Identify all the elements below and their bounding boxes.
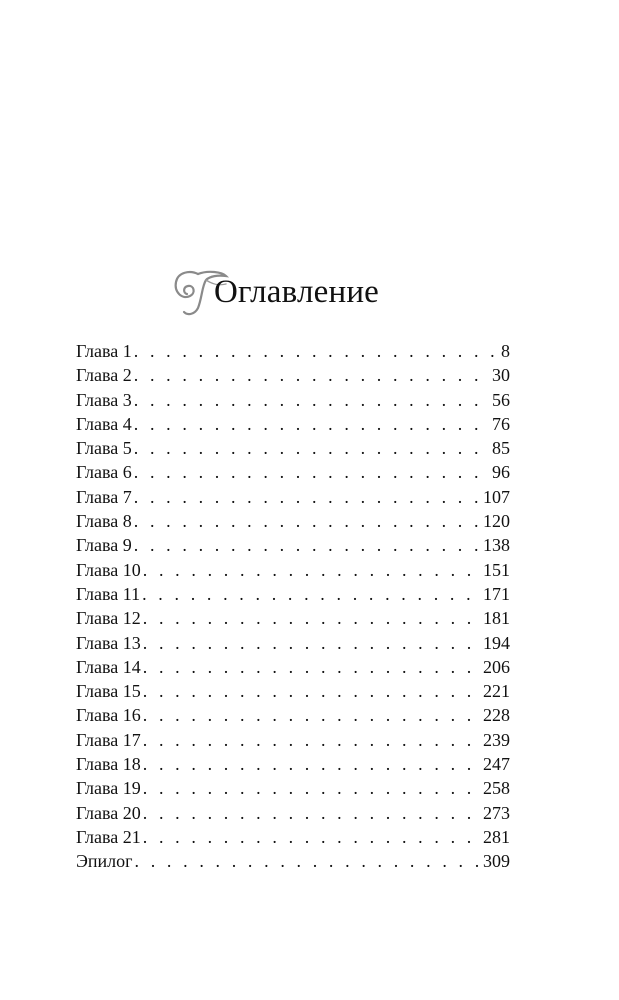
toc-entry-label: Глава 17 <box>76 729 141 750</box>
toc-entry-label: Глава 5 <box>76 438 132 459</box>
toc-entry-page-number: 138 <box>483 535 510 556</box>
toc-entry-label: Глава 11 <box>76 583 141 604</box>
toc-heading <box>168 264 428 324</box>
dot-leader <box>135 849 479 873</box>
toc-entry <box>76 558 510 582</box>
toc-entry-label: Глава 1 <box>76 341 132 361</box>
toc-entry <box>76 776 510 800</box>
toc-entry-label: Глава 20 <box>76 802 141 823</box>
toc-entry-page-number: 247 <box>483 754 510 775</box>
dot-leader <box>143 631 479 655</box>
toc-entry-page-number: 96 <box>492 462 510 483</box>
toc-entry-label: Глава 16 <box>76 705 141 726</box>
toc-entry <box>76 460 510 484</box>
dot-leader <box>143 606 479 630</box>
toc-entry <box>76 631 510 655</box>
toc-entry-label: Глава 2 <box>76 365 132 386</box>
toc-entry-label: Глава 4 <box>76 413 132 434</box>
toc-entry <box>76 533 510 557</box>
toc-entry-page-number: 239 <box>483 729 510 750</box>
toc-entry-page-number: 281 <box>483 826 510 847</box>
dot-leader <box>134 533 479 557</box>
toc-entry-page-number: 76 <box>492 413 510 434</box>
toc-entry-label: Глава 14 <box>76 656 141 677</box>
toc-entry <box>76 679 510 703</box>
toc-entry-label: Глава 15 <box>76 681 141 702</box>
toc-entry <box>76 655 510 679</box>
toc-entry-page-number: 8 <box>501 341 510 361</box>
toc-entry <box>76 388 510 412</box>
toc-entry-page-number: 221 <box>483 681 510 702</box>
toc-entry-label: Глава 7 <box>76 486 132 507</box>
toc-entry-page-number: 309 <box>483 851 510 872</box>
dot-leader <box>134 388 488 412</box>
toc-entry <box>76 825 510 849</box>
dot-leader <box>143 558 479 582</box>
dot-leader <box>143 655 479 679</box>
toc-entry-label: Глава 3 <box>76 389 132 410</box>
dot-leader <box>143 801 479 825</box>
dot-leader <box>134 460 488 484</box>
toc-entry-label: Глава 21 <box>76 826 141 847</box>
toc-entry-label: Глава 10 <box>76 559 141 580</box>
dot-leader <box>143 679 479 703</box>
toc-entry-page-number: 151 <box>483 559 510 580</box>
toc-entry <box>76 728 510 752</box>
dot-leader <box>143 728 479 752</box>
toc-entry <box>76 509 510 533</box>
dot-leader <box>143 825 479 849</box>
dot-leader <box>142 582 479 606</box>
dot-leader <box>134 363 488 387</box>
table-of-contents <box>76 339 510 874</box>
dot-leader <box>143 752 479 776</box>
dot-leader <box>134 509 479 533</box>
dot-leader <box>134 412 488 436</box>
toc-entry-label: Глава 13 <box>76 632 141 653</box>
toc-entry <box>76 801 510 825</box>
dot-leader <box>134 339 497 363</box>
toc-entry <box>76 436 510 460</box>
toc-entry <box>76 485 510 509</box>
dot-leader <box>134 485 479 509</box>
page-title: Оглавление <box>214 274 380 310</box>
toc-entry-label: Глава 18 <box>76 754 141 775</box>
toc-entry-page-number: 206 <box>483 656 510 677</box>
toc-entry <box>76 606 510 630</box>
toc-entry-page-number: 30 <box>492 365 510 386</box>
toc-entry-label: Глава 12 <box>76 608 141 629</box>
toc-entry-page-number: 273 <box>483 802 510 823</box>
toc-entry-page-number: 181 <box>483 608 510 629</box>
dot-leader <box>143 703 479 727</box>
toc-entry-label: Глава 9 <box>76 535 132 556</box>
toc-entry <box>76 412 510 436</box>
toc-entry <box>76 752 510 776</box>
toc-entry-page-number: 85 <box>492 438 510 459</box>
dot-leader <box>134 436 488 460</box>
toc-entry-page-number: 107 <box>483 486 510 507</box>
toc-entry-label: Глава 19 <box>76 778 141 799</box>
toc-entry-page-number: 228 <box>483 705 510 726</box>
toc-entry <box>76 363 510 387</box>
toc-entry <box>76 703 510 727</box>
toc-entry-page-number: 56 <box>492 389 510 410</box>
toc-entry-label: Эпилог <box>76 851 133 872</box>
dot-leader <box>143 776 479 800</box>
toc-entry-page-number: 194 <box>483 632 510 653</box>
toc-entry-page-number: 120 <box>483 511 510 532</box>
toc-entry-label: Глава 8 <box>76 511 132 532</box>
toc-entry <box>76 339 510 363</box>
toc-entry-page-number: 171 <box>483 583 510 604</box>
toc-entry-label: Глава 6 <box>76 462 132 483</box>
toc-entry <box>76 849 510 873</box>
toc-entry <box>76 582 510 606</box>
toc-entry-page-number: 258 <box>483 778 510 799</box>
